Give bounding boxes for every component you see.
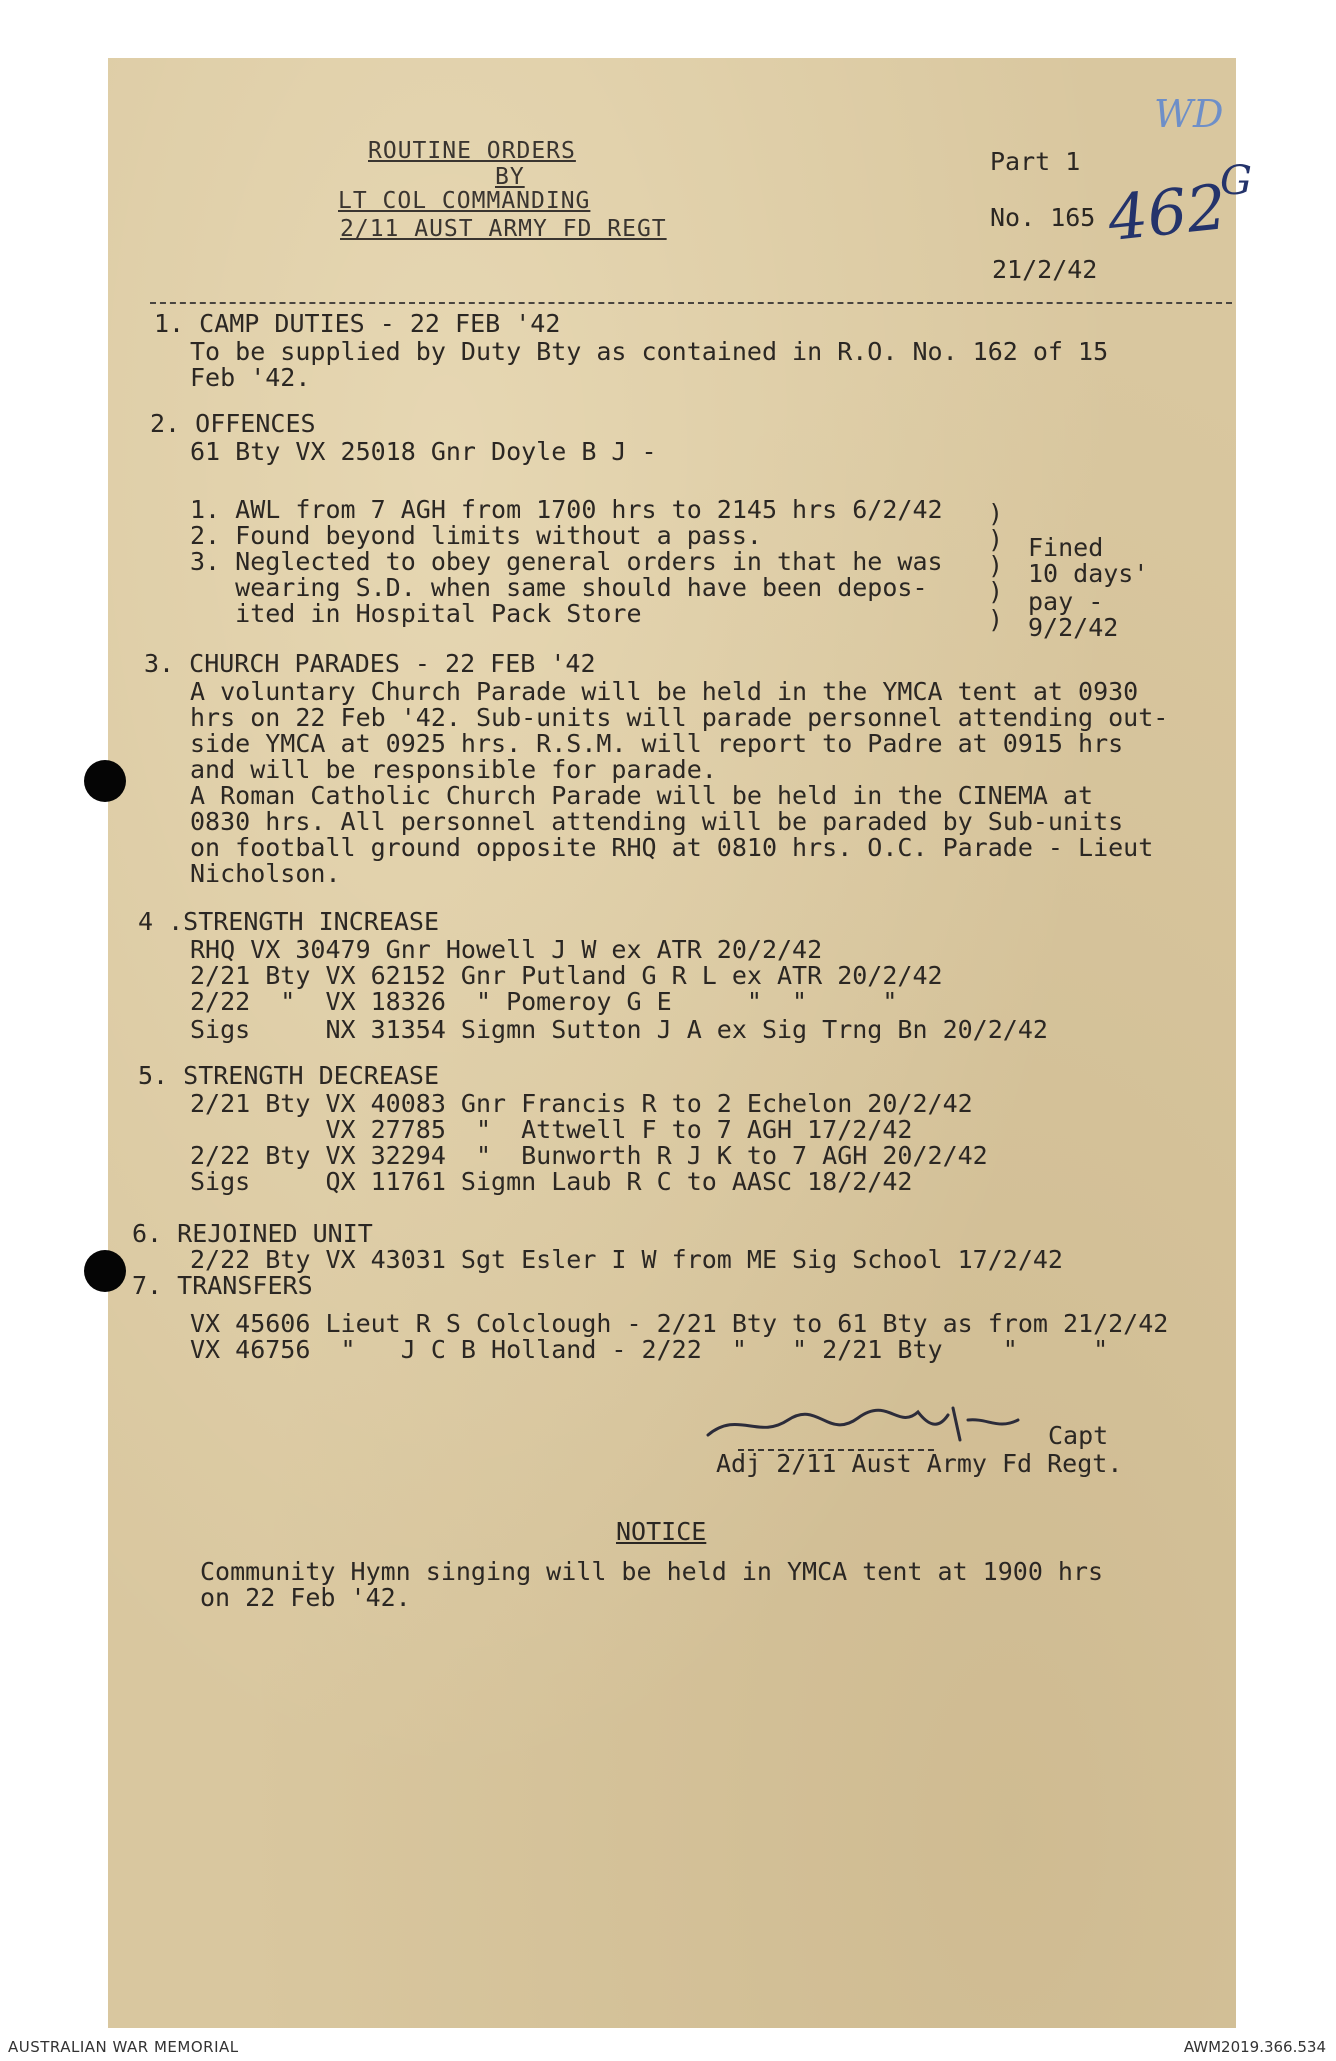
section-3-line-2: hrs on 22 Feb '42. Sub-units will parade personnel attending out-: [190, 703, 1169, 732]
offence-item-3: 3. Neglected to obey general orders in that he was: [190, 547, 943, 576]
document-sheet: [108, 58, 1252, 2028]
penalty-line-3: pay -: [1028, 587, 1104, 616]
section-4-line-2: 2/21 Bty VX 62152 Gnr Putland G R L ex ATR 20/2/42: [190, 961, 943, 990]
notice-heading: NOTICE: [616, 1517, 707, 1546]
section-1-line-1: To be supplied by Duty Bty as contained in R.O. No. 162 of 15: [190, 337, 1109, 366]
offence-item-2: 2. Found beyond limits without a pass.: [190, 521, 762, 550]
handwritten-superscript: G: [1220, 158, 1252, 204]
penalty-line-4: 9/2/42: [1028, 613, 1119, 642]
section-4-line-4: Sigs NX 31354 Sigmn Sutton J A ex Sig Trng Bn 20/2/42: [190, 1015, 1048, 1044]
signature-rank: Capt: [1048, 1421, 1109, 1450]
section-6-heading: 6. REJOINED UNIT: [132, 1219, 373, 1248]
section-4-heading: 4 .STRENGTH INCREASE: [138, 907, 440, 936]
section-3-line-5: A Roman Catholic Church Parade will be held in the CINEMA at: [190, 781, 1094, 810]
section-2-subject: 61 Bty VX 25018 Gnr Doyle B J -: [190, 437, 657, 466]
section-5-heading: 5. STRENGTH DECREASE: [138, 1061, 440, 1090]
section-3-line-7: on football ground opposite RHQ at 0810 hrs. O.C. Parade - Lieut: [190, 833, 1154, 862]
handwritten-number: 462: [1104, 170, 1230, 255]
section-1-line-2: Feb '42.: [190, 363, 311, 392]
penalty-line-2: 10 days': [1028, 559, 1149, 588]
section-3-heading: 3. CHURCH PARADES - 22 FEB '42: [144, 649, 596, 678]
section-4-line-3: 2/22 " VX 18326 " Pomeroy G E " " ": [190, 987, 898, 1016]
section-3-line-1: A voluntary Church Parade will be held in the YMCA tent at 0930: [190, 677, 1139, 706]
section-7-line-1: VX 45606 Lieut R S Colclough - 2/21 Bty to 61 Bty as from 21/2/42: [190, 1309, 1169, 1338]
order-number: No. 165: [990, 203, 1096, 232]
bracket-3: ): [988, 551, 1004, 580]
part-label: Part 1: [990, 147, 1081, 176]
offence-item-3-cont-2: ited in Hospital Pack Store: [190, 599, 642, 628]
section-3-line-6: 0830 hrs. All personnel attending will be paraded by Sub-units: [190, 807, 1124, 836]
section-5-line-1: 2/21 Bty VX 40083 Gnr Francis R to 2 Echelon 20/2/42: [190, 1089, 973, 1118]
punch-hole-bottom: [84, 1250, 126, 1292]
section-6-line-1: 2/22 Bty VX 43031 Sgt Esler I W from ME Sig School 17/2/42: [190, 1245, 1063, 1274]
section-7-heading: 7. TRANSFERS: [132, 1271, 313, 1300]
title-line-4: 2/11 AUST ARMY FD REGT: [340, 216, 667, 242]
header-divider: [150, 302, 1232, 304]
title-line-1: ROUTINE ORDERS: [368, 138, 576, 164]
order-date: 21/2/42: [992, 255, 1098, 284]
section-1-heading: 1. CAMP DUTIES - 22 FEB '42: [154, 309, 561, 338]
section-3-line-4: and will be responsible for parade.: [190, 755, 717, 784]
title-line-2: BY: [495, 164, 525, 190]
punch-hole-top: [84, 760, 126, 802]
section-2-heading: 2. OFFENCES: [150, 409, 316, 438]
section-5-line-3: 2/22 Bty VX 32294 " Bunworth R J K to 7 AGH 20/2/42: [190, 1141, 988, 1170]
section-3-line-8: Nicholson.: [190, 859, 341, 888]
bracket-5: ): [988, 605, 1004, 634]
section-3-line-3: side YMCA at 0925 hrs. R.S.M. will report to Padre at 0915 hrs: [190, 729, 1124, 758]
signature-appointment: Adj 2/11 Aust Army Fd Regt.: [716, 1449, 1123, 1478]
offence-item-1: 1. AWL from 7 AGH from 1700 hrs to 2145 hrs 6/2/42: [190, 495, 943, 524]
penalty-line-1: Fined: [1028, 533, 1104, 562]
section-7-line-2: VX 46756 " J C B Holland - 2/22 " " 2/21 Bty " ": [190, 1335, 1109, 1364]
handwritten-initials: WD: [1154, 92, 1224, 136]
archive-footer: [0, 2032, 1336, 2061]
bracket-4: ): [988, 577, 1004, 606]
footer-accession: AWM2019.366.534: [1183, 2038, 1326, 2056]
bracket-1: ): [988, 499, 1004, 528]
section-5-line-2: VX 27785 " Attwell F to 7 AGH 17/2/42: [190, 1115, 913, 1144]
section-5-line-4: Sigs QX 11761 Sigmn Laub R C to AASC 18/2/42: [190, 1167, 913, 1196]
offence-item-3-cont-1: wearing S.D. when same should have been depos-: [190, 573, 928, 602]
footer-institution: AUSTRALIAN WAR MEMORIAL: [8, 2038, 239, 2056]
notice-line-1: Community Hymn singing will be held in YMCA tent at 1900 hrs: [200, 1557, 1104, 1586]
title-line-3: LT COL COMMANDING: [338, 188, 591, 214]
notice-line-2: on 22 Feb '42.: [200, 1583, 411, 1612]
bracket-2: ): [988, 525, 1004, 554]
section-4-line-1: RHQ VX 30479 Gnr Howell J W ex ATR 20/2/42: [190, 935, 823, 964]
